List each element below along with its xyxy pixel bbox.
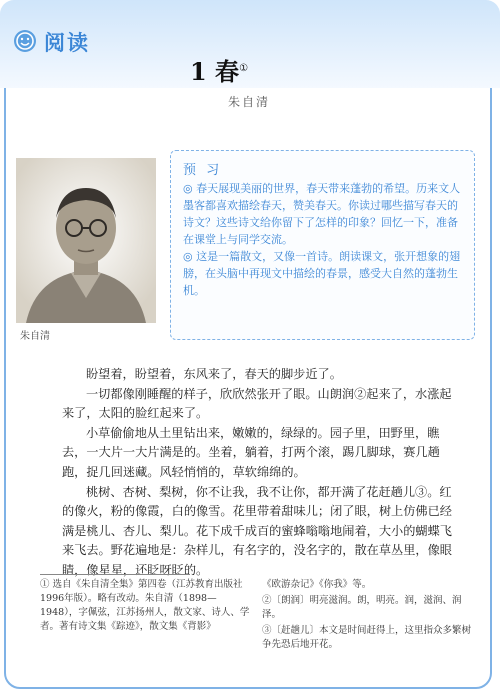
- footnote-item: ②〔朗润〕明亮滋润。朗，明亮。润，滋润、润泽。: [262, 595, 462, 620]
- portrait-caption: 朱自清: [20, 331, 50, 342]
- preview-paragraph: ◎ 这是一篇散文，又像一首诗。朗读课文，张开想象的翅膀，在头脑中再现文中描绘的春景，感受大自然的蓬勃生机。: [183, 250, 461, 297]
- smiley-icon: [14, 30, 36, 52]
- footnote-item: ③〔赶趟儿〕本文是时间赶得上，这里指众多繁树争先恐后地开花。: [262, 625, 472, 650]
- body-text: [62, 365, 460, 581]
- lesson-footnote-mark: ①: [239, 63, 249, 74]
- body-paragraph: 小草偷偷地从土里钻出来，嫩嫩的，绿绿的。园子里，田野里，瞧去，一大片一大片满是的。坐着，躺着，打两个滚，踢几脚球，赛几趟跑，捉几回迷藏。风轻悄悄的，草软绵绵的。: [62, 425, 440, 479]
- footnote-divider: [40, 574, 190, 575]
- author-portrait: [16, 158, 156, 323]
- footnotes-right-column: [262, 578, 480, 654]
- lesson-title: [190, 52, 248, 87]
- body-paragraph: 一切都像刚睡醒的样子，欣欣然张开了眼。山朗润②起来了，水涨起来了，太阳的脸红起来了。: [62, 386, 452, 421]
- preview-title: 预 习: [183, 163, 223, 178]
- lesson-title-text: 1 春: [190, 57, 240, 86]
- footnote-item: 《欧游杂记》《你我》等。: [262, 579, 372, 590]
- author-name: 朱自清: [228, 95, 271, 109]
- footnote-item: ① 选自《朱自清全集》第四卷（江苏教育出版社1996年版）。略有改动。朱自清（1898—1948），字佩弦，江苏扬州人，散文家、诗人、学者。著有诗文集《踪迹》，散文集《背影》: [40, 579, 250, 632]
- body-paragraph: 桃树、杏树、梨树，你不让我，我不让你，都开满了花赶趟儿③。红的像火，粉的像霞，白的像雪。花里带着甜味儿；闭了眼，树上仿佛已经满是桃儿、杏儿、梨儿。花下成千成百的蜜蜂嗡嗡地闹着，大小的蝴蝶飞来飞去。野花遍地是：杂样儿，有名字的，没名字的，散在草丛里，像眼睛，像星星，还眨呀眨的。: [62, 484, 452, 577]
- body-paragraph: 盼望着，盼望着，东风来了，春天的脚步近了。: [86, 367, 342, 381]
- section-title: 阅读: [44, 31, 90, 55]
- footnotes-left-column: [40, 578, 250, 636]
- preview-paragraph: ◎ 春天展现美丽的世界，春天带来蓬勃的希望。历来文人墨客都喜欢描绘春天，赞美春天。你读过哪些描写春天的诗文？这些诗文给你留下了怎样的印象？回忆一下，准备在课堂上与同学交流。: [183, 182, 461, 246]
- preview-box: [170, 150, 475, 340]
